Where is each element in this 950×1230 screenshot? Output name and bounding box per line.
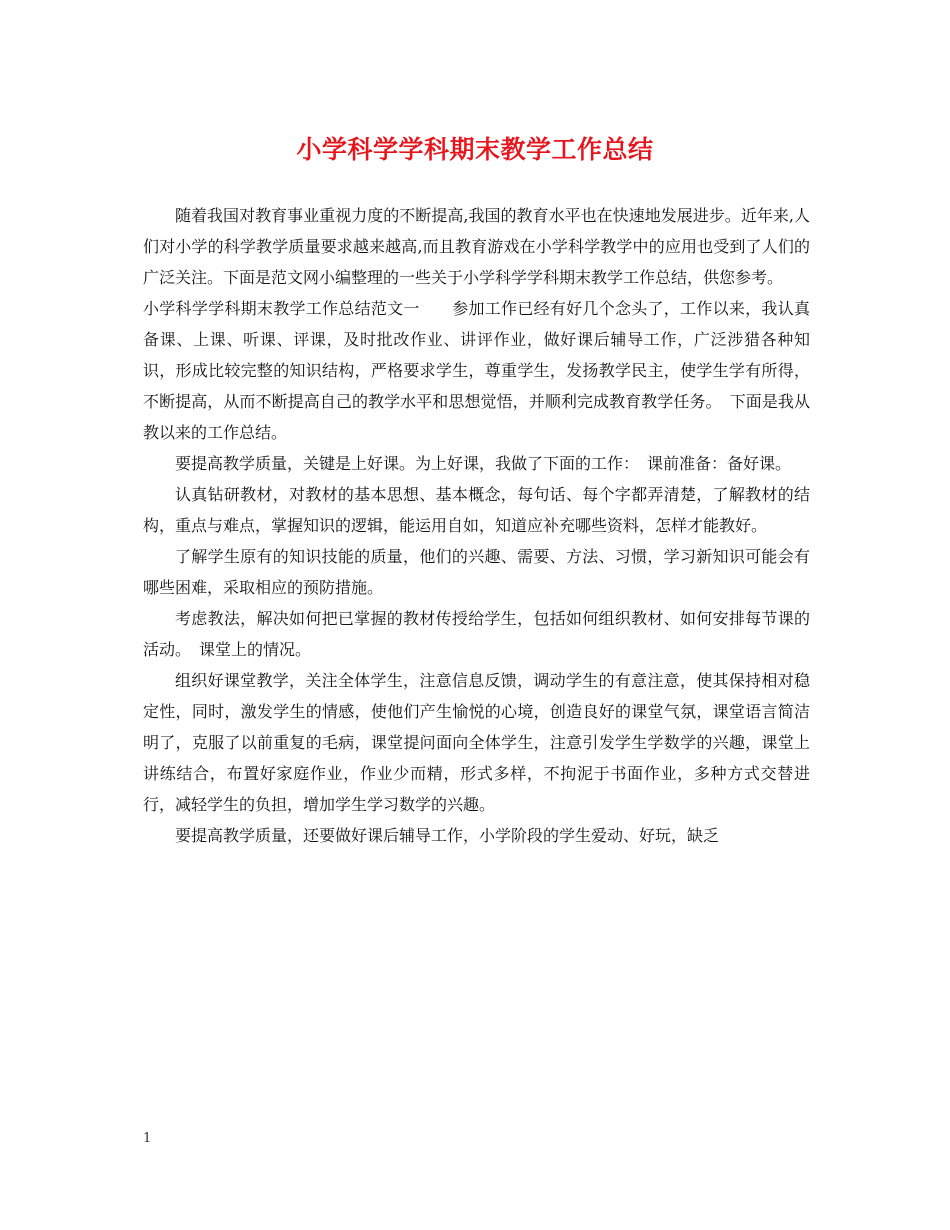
paragraph-intro: 随着我国对教育事业重视力度的不断提高,我国的教育水平也在快速地发展进步。近年来,人们对小学的科学教学质量要求越来越高,而且教育游戏在小学科学教学中的应用也受到了人们的广泛关注。下面是范文网小编整理的一些关于小学科学学科期末教学工作总结，供您参考。 xyxy=(143,206,810,287)
document-title: 小学科学学科期末教学工作总结 xyxy=(296,135,654,164)
page-number: 1 xyxy=(143,1131,152,1146)
paragraph-understand-students: 了解学生原有的知识技能的质量，他们的兴趣、需要、方法、习惯，学习新知识可能会有哪些困难，采取相应的预防措施。 xyxy=(143,547,810,597)
paragraph-teaching-methods: 考虑教法，解决如何把已掌握的教材传授给学生，包括如何组织教材、如何安排每节课的活动。 课堂上的情况。 xyxy=(143,609,810,659)
document-body xyxy=(143,200,810,851)
paragraph-preparation: 要提高教学质量，关键是上好课。为上好课，我做了下面的工作： 课前准备：备好课。 xyxy=(175,454,792,473)
paragraph-after-class-tutoring: 要提高教学质量，还要做好课后辅导工作，小学阶段的学生爱动、好玩，缺乏 xyxy=(175,826,720,845)
paragraph-sample-one: 小学科学学科期末教学工作总结范文一 参加工作已经有好几个念头了，工作以来，我认真备课、上课、听课、评课，及时批改作业、讲评作业，做好课后辅导工作，广泛涉猎各种知识，形成比较完整的知识结构，严格要求学生，尊重学生，发扬教学民主，使学生学有所得，不断提高，从而不断提高自己的教学水平和思想觉悟，并顺利完成教育教学任务。 下面是我从教以来的工作总结。 xyxy=(143,299,810,442)
paragraph-study-materials: 认真钻研教材，对教材的基本思想、基本概念，每句话、每个字都弄清楚，了解教材的结构，重点与难点，掌握知识的逻辑，能运用自如，知道应补充哪些资料，怎样才能教好。 xyxy=(143,485,810,535)
paragraph-classroom-organization: 组织好课堂教学，关注全体学生，注意信息反馈，调动学生的有意注意，使其保持相对稳定性，同时，激发学生的情感，使他们产生愉悦的心境，创造良好的课堂气氛，课堂语言简洁明了，克服了以前重复的毛病，课堂提问面向全体学生，注意引发学生学数学的兴趣，课堂上讲练结合，布置好家庭作业，作业少而精，形式多样，不拘泥于书面作业，多种方式交替进行，减轻学生的负担，增加学生学习数学的兴趣。 xyxy=(143,671,810,814)
